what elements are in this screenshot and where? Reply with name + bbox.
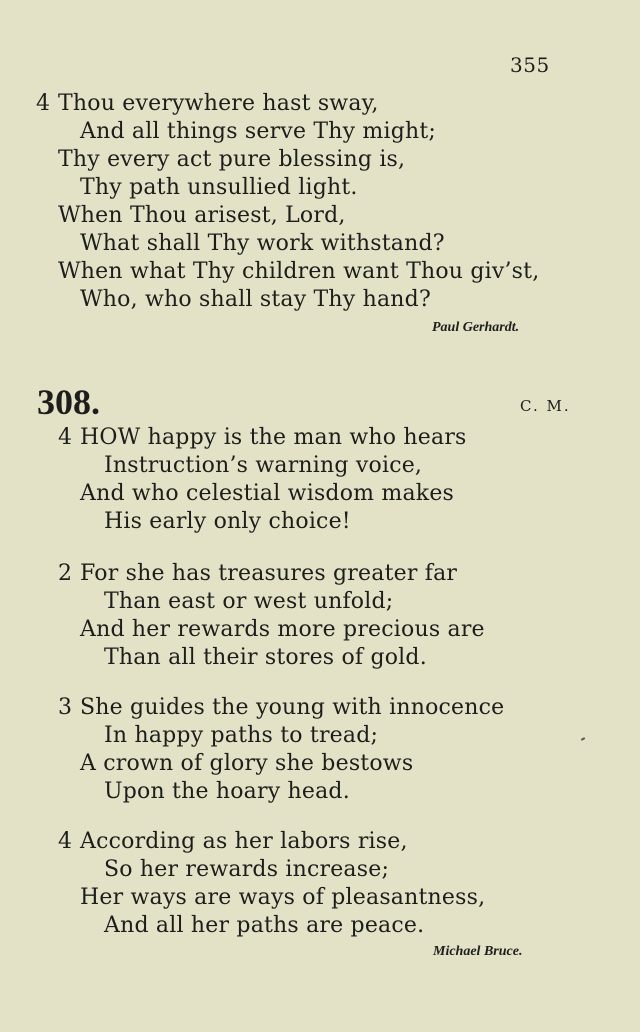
verse-line: Instruction’s warning voice,	[104, 453, 423, 478]
verse-line: Upon the hoary head.	[104, 779, 350, 804]
verse-line: And all things serve Thy might;	[80, 119, 437, 144]
verse-line: A crown of glory she bestows	[80, 751, 414, 776]
verse-line: 4 Thou everywhere hast sway,	[36, 91, 379, 116]
verse-number: 4	[58, 425, 73, 450]
verse-line: And who celestial wisdom makes	[80, 481, 455, 506]
verse-line: Than east or west unfold;	[104, 589, 394, 614]
verse-line: Thy every act pure blessing is,	[58, 147, 406, 172]
verse-line: Thy path unsullied light.	[80, 175, 358, 200]
verse-number: 4	[58, 829, 73, 854]
hymn-meter: C. M.	[520, 397, 571, 415]
verse-line: In happy paths to tread;	[104, 723, 379, 748]
verse-line: So her rewards increase;	[104, 857, 390, 882]
author-attribution: Michael Bruce.	[433, 944, 523, 959]
verse-line: When what Thy children want Thou giv’st,	[58, 259, 540, 284]
verse-line: 4 HOW happy is the man who hears	[58, 425, 467, 450]
verse-number: 2	[58, 561, 73, 586]
verse-line: Than all their stores of gold.	[104, 645, 427, 670]
verse-line: And her rewards more precious are	[80, 617, 485, 642]
verse-number: 3	[58, 695, 73, 720]
print-speck	[581, 737, 585, 741]
page-number: 355	[510, 53, 550, 77]
verse-line: 4 According as her labors rise,	[58, 829, 408, 854]
hymn-number: 308.	[37, 382, 100, 422]
verse-number: 4	[36, 91, 51, 116]
verse-line: And all her paths are peace.	[104, 913, 425, 938]
verse-line: 2 For she has treasures greater far	[58, 561, 458, 586]
verse-line: Who, who shall stay Thy hand?	[80, 287, 431, 312]
verse-line: What shall Thy work withstand?	[80, 231, 445, 256]
verse-line: Her ways are ways of pleasantness,	[80, 885, 486, 910]
verse-line: When Thou arisest, Lord,	[58, 203, 346, 228]
author-attribution: Paul Gerhardt.	[432, 320, 520, 335]
verse-line: His early only choice!	[104, 509, 351, 534]
verse-line: 3 She guides the young with innocence	[58, 695, 505, 720]
